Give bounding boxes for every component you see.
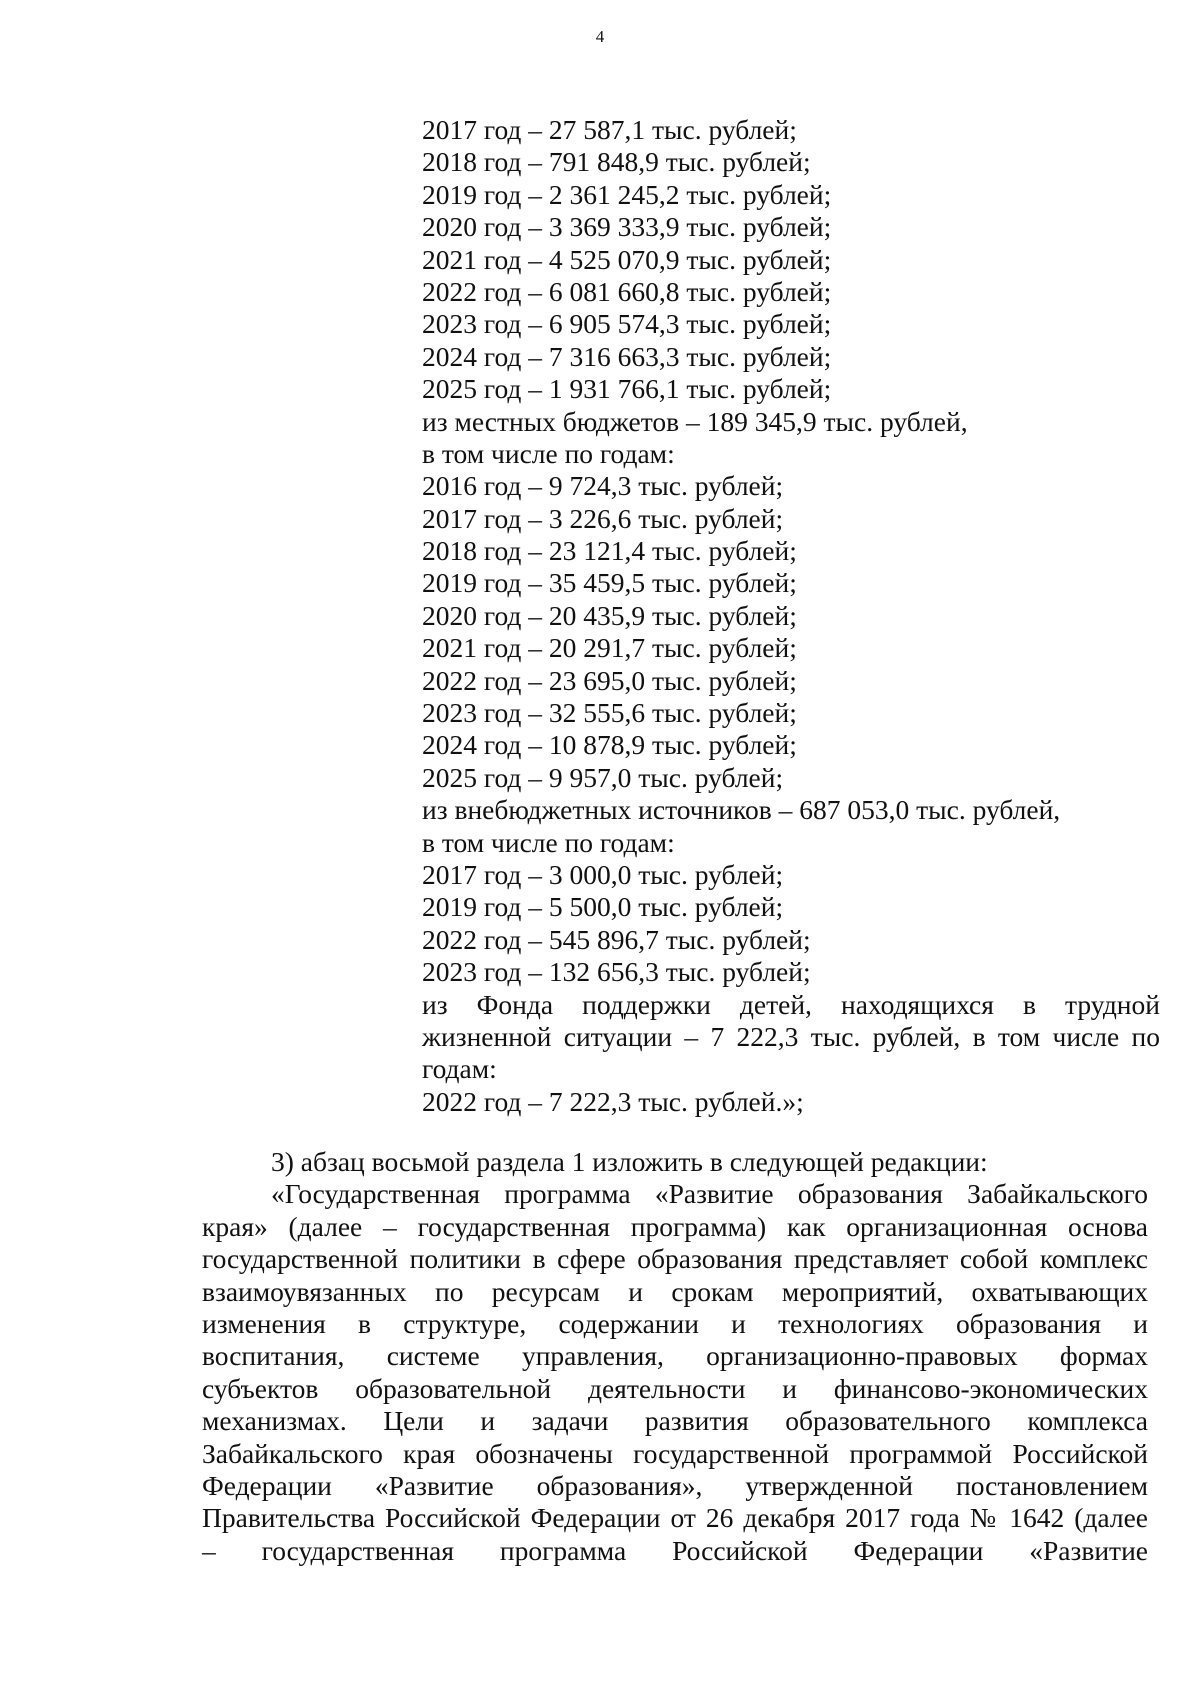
funding-line: 2017 год – 3 226,6 тыс. рублей; — [422, 502, 784, 534]
item-3-heading: 3) абзац восьмой раздела 1 изложить в следующей редакции: — [271, 1146, 988, 1177]
funding-breakdown — [422, 114, 1160, 1118]
section-amendment — [202, 1146, 1148, 1567]
funding-line: 2018 год – 791 848,9 тыс. рублей; — [422, 146, 811, 178]
paragraph-line: воспитания, системе управления, организационно-правовых формах — [202, 1340, 1148, 1372]
funding-line: 2023 год – 6 905 574,3 тыс. рублей; — [422, 308, 832, 340]
by-year-label: в том числе по годам: — [422, 437, 675, 469]
extrabudgetary-total: из внебюджетных источников – 687 053,0 тыс. рублей, — [422, 794, 1061, 826]
funding-line: 2021 год – 4 525 070,9 тыс. рублей; — [422, 243, 832, 275]
paragraph-line: субъектов образовательной деятельности и финансово-экономических — [202, 1372, 1148, 1404]
paragraph-line: «Государственная программа «Развитие образования Забайкальского — [271, 1178, 1148, 1210]
funding-line: 2019 год – 5 500,0 тыс. рублей; — [422, 891, 784, 923]
page-number: 4 — [595, 27, 605, 46]
paragraph-line: взаимоувязанных по ресурсам и срокам мероприятий, охватывающих — [202, 1275, 1148, 1307]
children-fund-line: годам: — [422, 1053, 497, 1085]
funding-line: 2016 год – 9 724,3 тыс. рублей; — [422, 470, 784, 502]
funding-line: 2022 год – 6 081 660,8 тыс. рублей; — [422, 275, 832, 307]
funding-line: 2025 год – 1 931 766,1 тыс. рублей; — [422, 373, 832, 405]
paragraph-line: государственной политики в сфере образования представляет собой комплекс — [202, 1243, 1148, 1275]
funding-line: 2020 год – 3 369 333,9 тыс. рублей; — [422, 211, 832, 243]
paragraph-line: Правительства Российской Федерации от 26 декабря 2017 года № 1642 (далее — [202, 1502, 1148, 1534]
paragraph-line: Федерации «Развитие образования», утвержденной постановлением — [202, 1469, 1148, 1501]
funding-line: 2025 год – 9 957,0 тыс. рублей; — [422, 761, 784, 793]
paragraph-line: – государственная программа Российской Федерации «Развитие — [202, 1534, 1148, 1566]
paragraph-line: механизмах. Цели и задачи развития образовательного комплекса — [202, 1405, 1148, 1437]
children-fund-line: из Фонда поддержки детей, находящихся в трудной — [422, 988, 1160, 1020]
funding-line: 2020 год – 20 435,9 тыс. рублей; — [422, 599, 797, 631]
funding-line: 2022 год – 23 695,0 тыс. рублей; — [422, 664, 797, 696]
funding-line: 2023 год – 32 555,6 тыс. рублей; — [422, 697, 797, 729]
children-fund-line: жизненной ситуации – 7 222,3 тыс. рублей, в том числе по — [422, 1020, 1160, 1052]
paragraph-line: края» (далее – государственная программа) как организационная основа — [202, 1210, 1148, 1242]
funding-line: 2021 год – 20 291,7 тыс. рублей; — [422, 632, 797, 664]
funding-line: 2023 год – 132 656,3 тыс. рублей; — [422, 956, 811, 988]
paragraph-line: изменения в структуре, содержании и технологиях образования и — [202, 1307, 1148, 1339]
funding-line: 2019 год – 2 361 245,2 тыс. рублей; — [422, 178, 832, 210]
by-year-label: в том числе по годам: — [422, 826, 675, 858]
funding-line: 2024 год – 10 878,9 тыс. рублей; — [422, 729, 797, 761]
funding-line: 2017 год – 3 000,0 тыс. рублей; — [422, 858, 784, 890]
funding-line: 2017 год – 27 587,1 тыс. рублей; — [422, 114, 797, 145]
funding-line: 2024 год – 7 316 663,3 тыс. рублей; — [422, 340, 832, 372]
funding-line: 2022 год – 545 896,7 тыс. рублей; — [422, 923, 811, 955]
funding-line: 2018 год – 23 121,4 тыс. рублей; — [422, 535, 797, 567]
children-fund-year-line: 2022 год – 7 222,3 тыс. рублей.»; — [422, 1085, 804, 1117]
funding-line: 2019 год – 35 459,5 тыс. рублей; — [422, 567, 797, 599]
paragraph-line: Забайкальского края обозначены государственной программой Российской — [202, 1437, 1148, 1469]
local-budgets-total: из местных бюджетов – 189 345,9 тыс. рублей, — [422, 405, 968, 437]
